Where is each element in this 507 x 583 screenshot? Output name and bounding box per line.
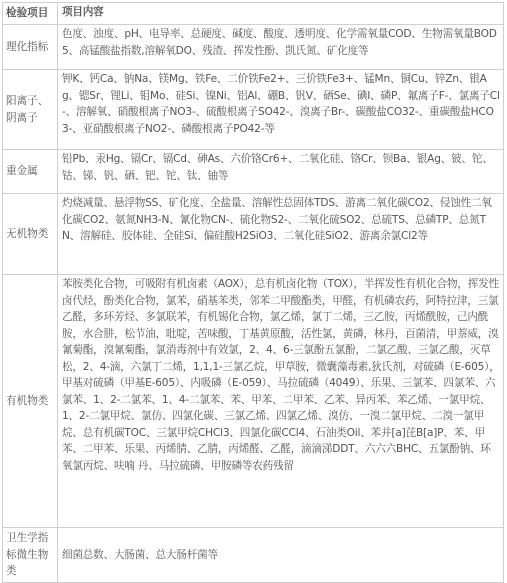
row-category: 重金属 (3, 150, 58, 193)
table-header-row (3, 3, 504, 25)
row-category: 阳离子、阴离子 (3, 70, 58, 149)
row-content: 钾K、钙Ca、钠Na、镁Mg、铁Fe、二价铁Fe2+、三价铁Fe3+、锰Mn、铜Cu、锌Zn、银Ag、锶Sr、锂Li、钼Mo、硅Si、镍Ni、铝Al、硼B、钒V、硒Se、碘I、磷P、氟离子F-、氯离子Cl-、溶解氧、硝酸根离子NO3-、硫酸根离子SO42-、溴离子Br-、碳酸盐CO32-、重碳酸盐HCO3-、亚硝酸根离子NO2-、磷酸根离子PO42-等 (58, 70, 504, 149)
water-test-items-table (2, 2, 504, 583)
header-content: 项目内容 (58, 3, 504, 24)
row-category: 理化指标 (3, 25, 58, 69)
row-content: 色度、浊度、pH、电导率、总硬度、碱度、酸度、透明度、化学需氧量COD、生物需氧量BOD5、高锰酸盐指数,溶解氧DO、残渣、挥发性酚、凯氏氮、矿化度等 (58, 25, 504, 69)
row-category: 有机物类 (3, 275, 58, 527)
table-row (3, 150, 504, 194)
row-category: 卫生学指标微生物类 (3, 528, 58, 582)
table-row (3, 275, 504, 528)
row-content: 苯胺类化合物，可吸附有机卤素（AOX），总有机卤化物（TOX），半挥发性有机化合物，挥发性卤代烃，酚类化合物，氯苯，硝基苯类，邻苯二甲酸酯类，甲醛，有机磷农药，阿特拉津，三氯乙醛，多环芳烃、多氯联苯，有机锡化合物，氯乙烯，氯丁二烯，三乙胺，丙烯酰胺，己内酰胺，水合肼，松节油，吡啶，苦味酸，丁基黄原酸，活性氯，黄磷，林丹，百菌清，甲萘威，溴氰菊酯，溴氰菊酯，氯消毒剂中有效氯，2、4、6-三氯酚五氯酚，二氯乙酸、三氯乙酸，灭草松，2、4-滴，六氯丁二烯，1,1,1-三氯乙烷，甲草胺，微囊藻毒素,狄氏剂，对硫磷（E-605），甲基对硫磷（甲基E-605）、内吸磷（E-059）、马拉硫磷（4049）、乐果、三氯苯、四氯苯、六氯苯、1、2-二氯苯、1、4-二氯苯、苯、甲苯、二甲苯、乙苯、异丙苯、苯乙烯、一氯甲烷、1、2-二氯甲烷、氯仿、四氯化碳、三氯乙烯、四氯乙烯、溴仿、一溴二氯甲烷、二溴一氯甲烷、总有机碳TOC、三氯甲烷CHCl3、四氯化碳CCl4、石油类Oil、苯并[a]芘B[a]P、苯、甲苯、二甲苯、乐果、丙烯腈、乙腈，丙烯醛、乙醛，滴滴涕DDT、六六六BHC、五氯酚钠、环氧氯丙烷、呋喃 丹、马拉硫磷、甲胺磷等农药残留 (58, 275, 504, 527)
table-row (3, 528, 504, 583)
row-content: 灼烧减量、悬浮物SS、矿化度、全盐量、溶解性总固体TDS、游离二氧化碳CO2、侵蚀性二氧化碳CO2、氨氮NH3-N、氰化物CN-、硫化物S2-、二氧化硫SO2、总硫TS、总磷TP、总氮TN、溶解硅、胶体硅、全硅Si、偏硅酸H2SiO3、二氧化硅SiO2、游离余氯Cl2等 (58, 194, 504, 274)
row-content: 铅Pb、汞Hg、镉Cr、镉Cd、砷As、六价铬Cr6+、二氧化硅、铬Cr、钡Ba、银Ag、铍、铊、钴、锑、钒、硒、钯、铊、钛、铀等 (58, 150, 504, 193)
row-category: 无机物类 (3, 194, 58, 274)
table-row (3, 194, 504, 275)
table-row (3, 25, 504, 70)
header-category: 检验项目 (3, 3, 58, 24)
row-content: 细菌总数、大肠菌、总大肠杆菌等 (58, 528, 504, 582)
table-row (3, 70, 504, 150)
